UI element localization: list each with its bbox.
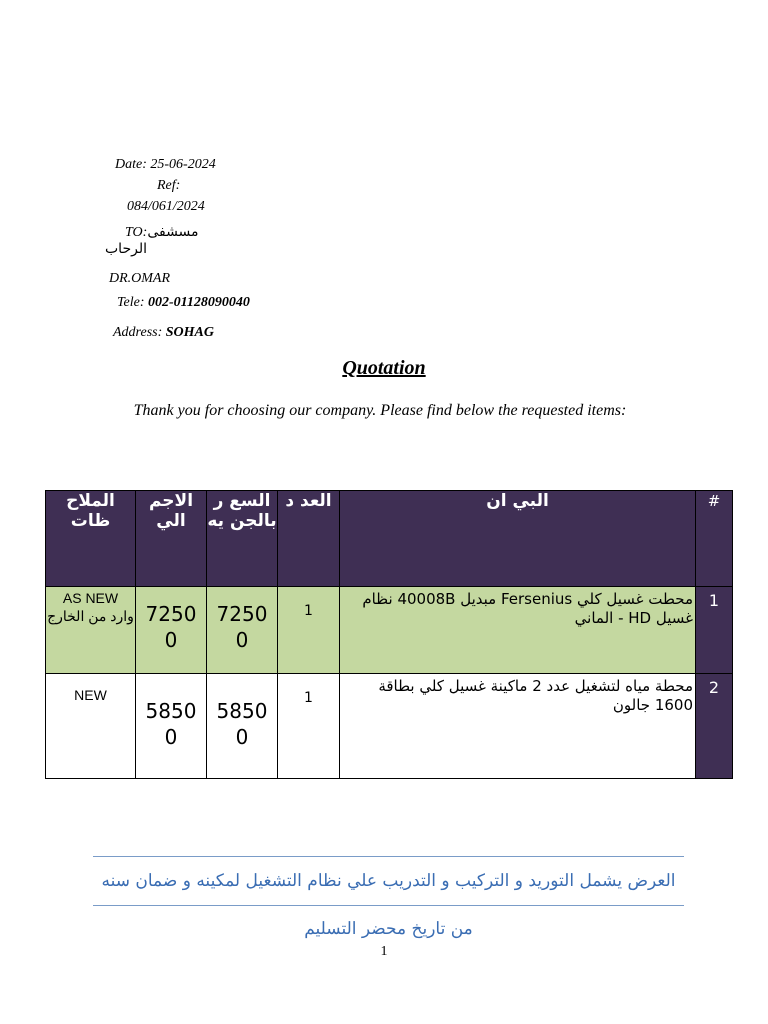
tele-value: 002-01128090040 [147, 295, 250, 310]
thanks-text: Thank you for choosing our company. Please find below the requested items: [133, 402, 627, 419]
header-notes: الملاح ظات [46, 491, 136, 587]
footer-note: العرض يشمل التوريد و التركيب و التدريب علي نظام التشغيل لمكينه و ضمان سنه من تاريخ محضر التسليم [93, 856, 684, 906]
row-note-line1: AS NEW [62, 590, 119, 606]
table-row [46, 674, 733, 779]
row-note-line1: NEW [74, 687, 107, 703]
tele-label: Tele: [117, 295, 148, 310]
row-total: 58500 [136, 674, 207, 779]
to-line [125, 224, 199, 241]
row-number: 2 [696, 674, 733, 779]
page-title: Quotation [342, 357, 426, 379]
row-qty: 1 [278, 587, 340, 674]
header-num: # [696, 491, 733, 587]
to-value-line1: مسشفى [147, 224, 199, 240]
row-number: 1 [696, 587, 733, 674]
address-line [113, 325, 214, 341]
table-header-row [46, 491, 733, 587]
row-price: 58500 [207, 674, 278, 779]
header-item: البي ان [340, 491, 696, 587]
to-value-line2: الرحاب [105, 241, 147, 257]
items-table [45, 490, 733, 779]
to-label: TO: [125, 225, 148, 240]
tele-line [117, 295, 250, 311]
header-qty: العد د [278, 491, 340, 587]
address-value: SOHAG [165, 325, 214, 340]
header-price: السع ر بالجن يه [207, 491, 278, 587]
row-price: 72500 [207, 587, 278, 674]
date-line: Date: 25-06-2024 [115, 157, 216, 172]
row-description: محطة مياه لتشغيل عدد 2 ماكينة غسيل كلي بطاقة 1600 جالون [340, 674, 696, 779]
row-note-line2: وارد من الخارج [47, 608, 134, 624]
address-label: Address: [113, 325, 166, 340]
ref-label: Ref: [157, 178, 181, 193]
row-qty: 1 [278, 674, 340, 779]
ref-value: 084/061/2024 [127, 199, 205, 214]
page-number: 1 [380, 944, 388, 959]
header-total: الاجم الي [136, 491, 207, 587]
row-note [46, 674, 136, 779]
row-total: 72500 [136, 587, 207, 674]
row-note [46, 587, 136, 674]
table-row [46, 587, 733, 674]
row-description: محطت غسيل كلي Fersenius مبديل 40008B نظام غسيل HD - الماني [340, 587, 696, 674]
doctor-name: DR.OMAR [109, 271, 171, 286]
